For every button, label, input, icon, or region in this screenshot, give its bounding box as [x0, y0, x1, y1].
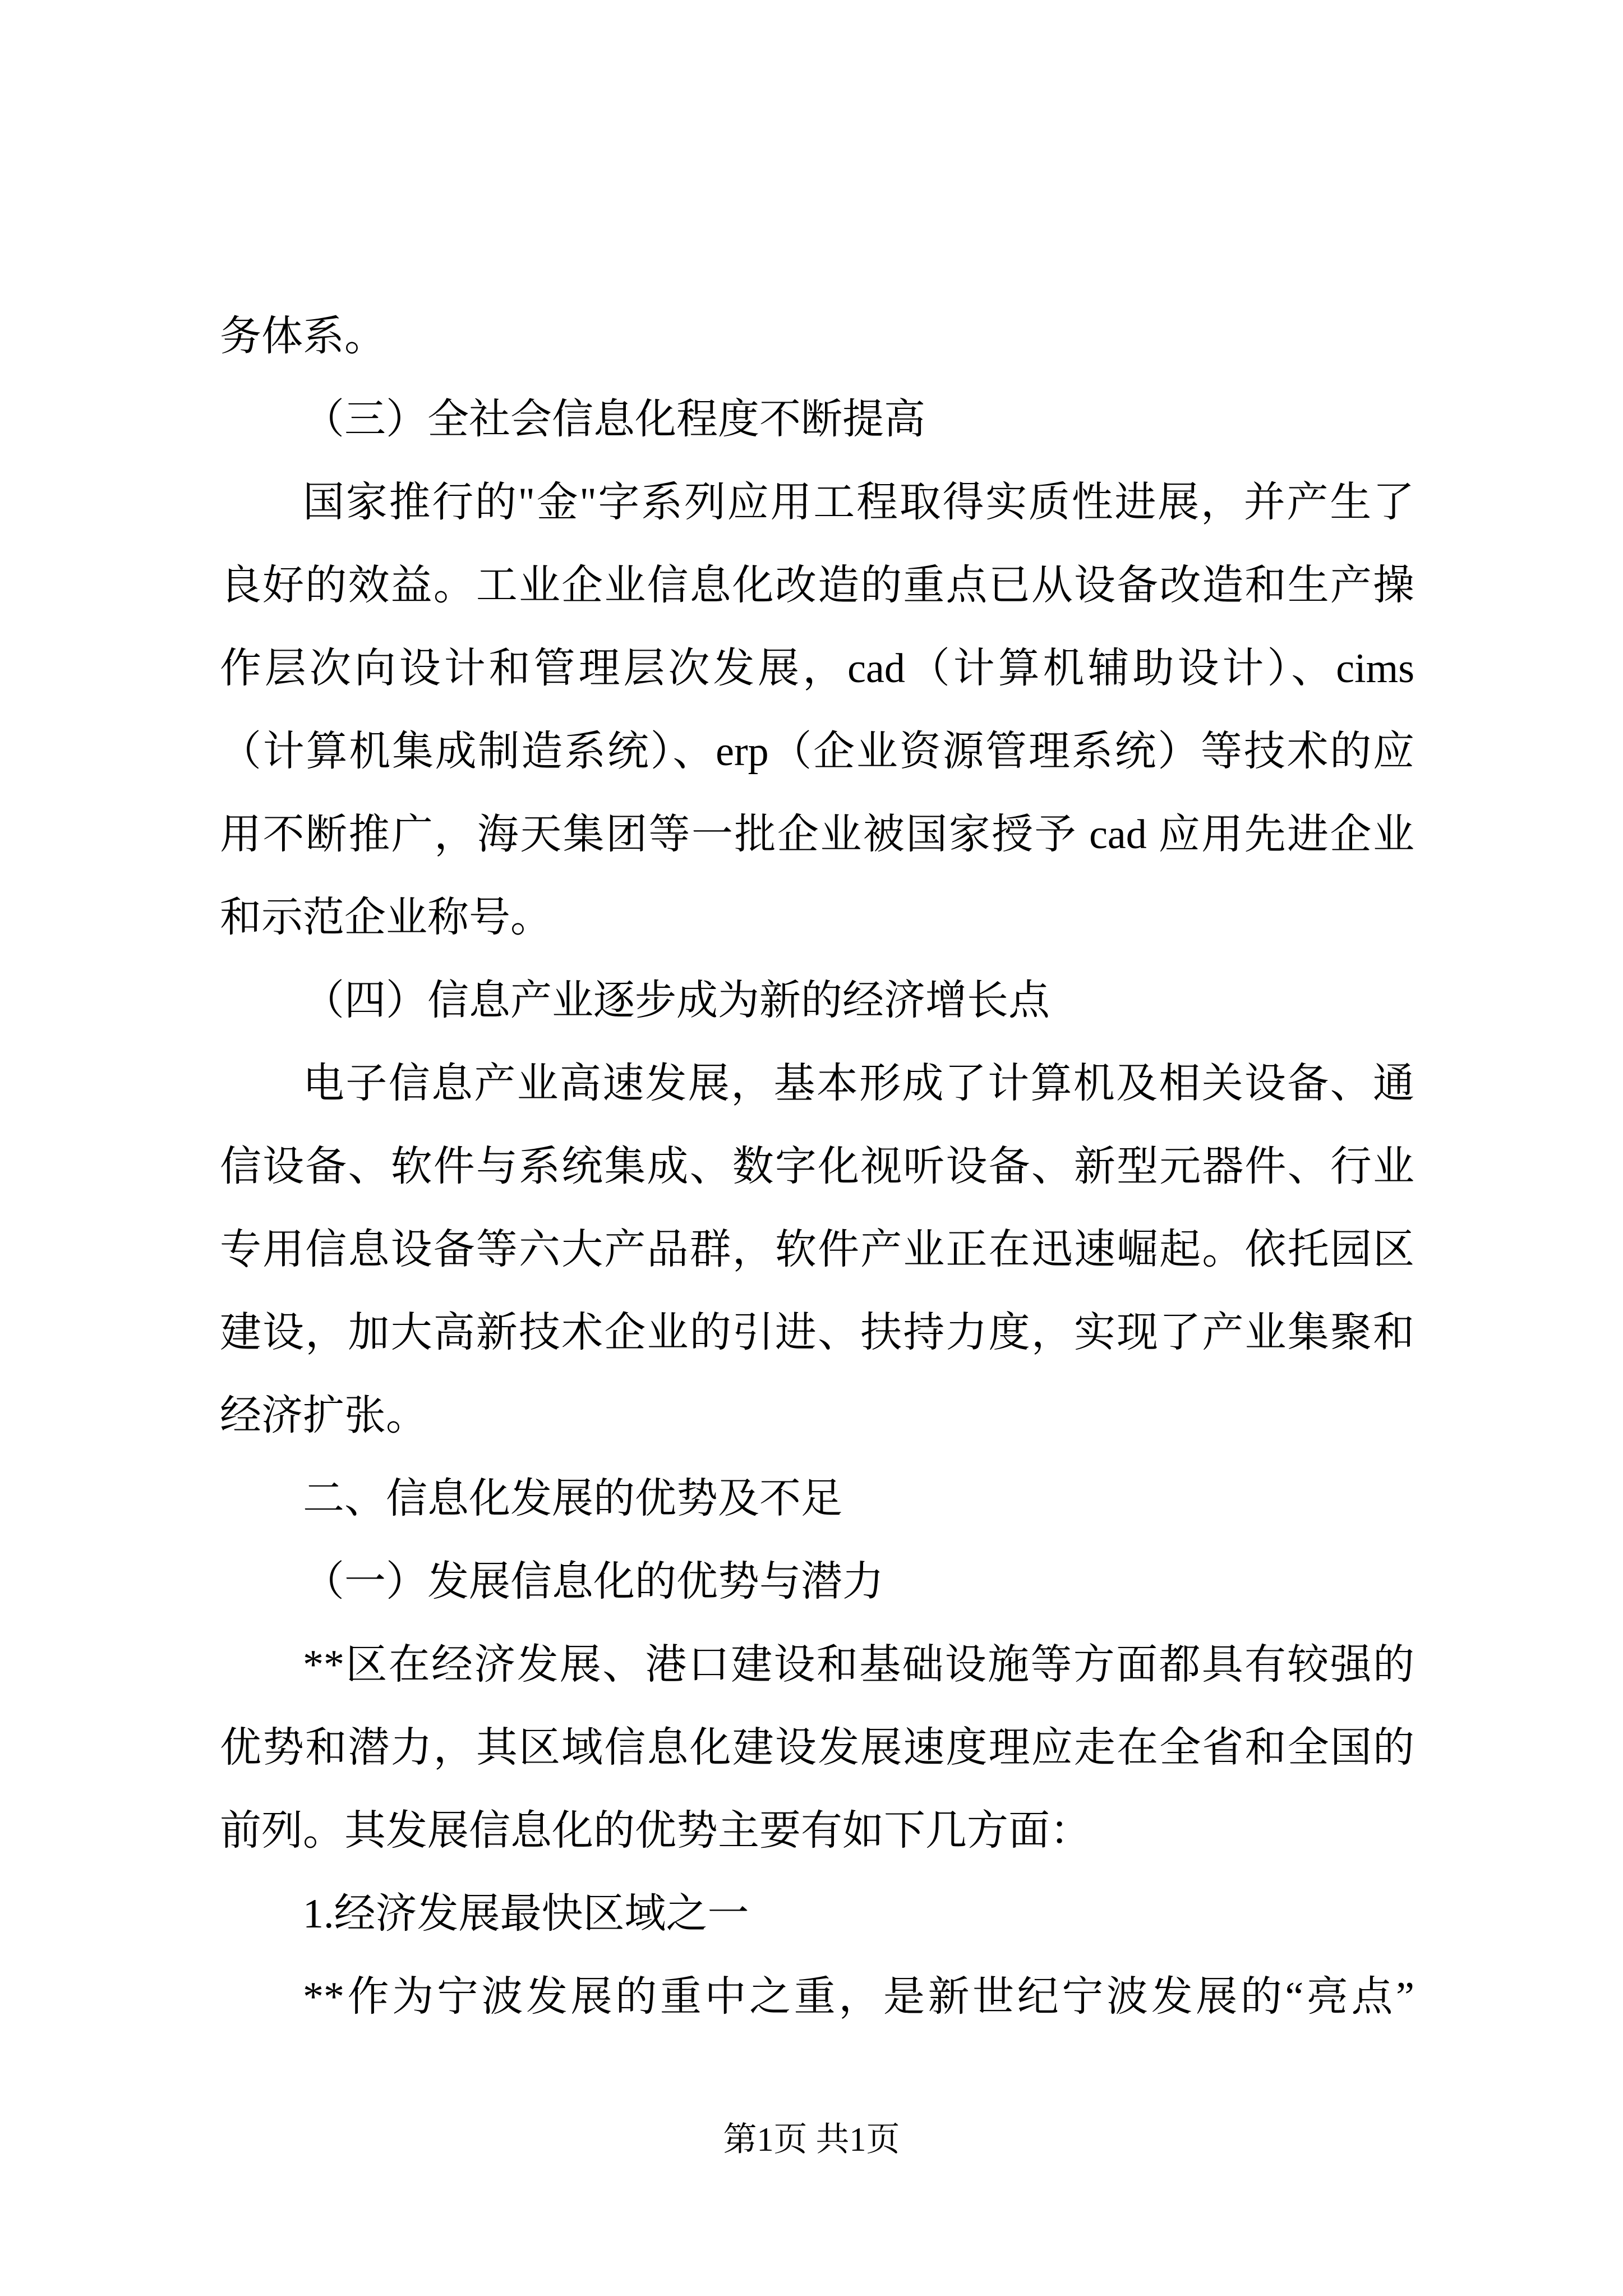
text-line: 专用信息设备等六大产品群，软件产业正在迅速崛起。依托园区: [220, 1227, 1414, 1273]
text-line: （计算机集成制造系统）、erp（企业资源管理系统）等技术的应: [220, 729, 1414, 775]
text-line: 用不断推广，海天集团等一批企业被国家授予 cad 应用先进企业: [220, 812, 1414, 858]
text-line: 1.经济发展最快区域之一: [303, 1891, 749, 1937]
text-line: （四）信息产业逐步成为新的经济增长点: [303, 978, 1050, 1024]
text-line: 建设，加大高新技术企业的引进、扶持力度，实现了产业集聚和: [220, 1310, 1414, 1356]
text-line: 良好的效益。工业企业信息化改造的重点已从设备改造和生产操: [220, 563, 1414, 609]
text-line: 务体系。: [220, 314, 386, 360]
text-line: 前列。其发展信息化的优势主要有如下几方面：: [220, 1808, 1091, 1854]
text-line: 二、信息化发展的优势及不足: [303, 1476, 842, 1522]
text-line: 国家推行的"金"字系列应用工程取得实质性进展，并产生了: [303, 480, 1414, 526]
text-line: （三）全社会信息化程度不断提高: [303, 397, 925, 443]
text-line: 经济扩张。: [220, 1393, 427, 1439]
page-number-label: 第1页 共1页: [723, 2121, 900, 2158]
page-footer: [0, 2115, 1623, 2164]
text-line: 电子信息产业高速发展，基本形成了计算机及相关设备、通: [303, 1061, 1414, 1107]
text-line: **区在经济发展、港口建设和基础设施等方面都具有较强的: [303, 1642, 1414, 1688]
document-body: [220, 295, 1414, 2039]
text-line: （一）发展信息化的优势与潜力: [303, 1559, 884, 1605]
text-line: 作层次向设计和管理层次发展，cad（计算机辅助设计）、cims: [220, 646, 1414, 692]
text-line: **作为宁波发展的重中之重，是新世纪宁波发展的“亮点”: [303, 1974, 1414, 2020]
text-line: 和示范企业称号。: [220, 895, 552, 941]
text-line: 信设备、软件与系统集成、数字化视听设备、新型元器件、行业: [220, 1144, 1414, 1190]
text-line: 优势和潜力，其区域信息化建设发展速度理应走在全省和全国的: [220, 1725, 1414, 1771]
